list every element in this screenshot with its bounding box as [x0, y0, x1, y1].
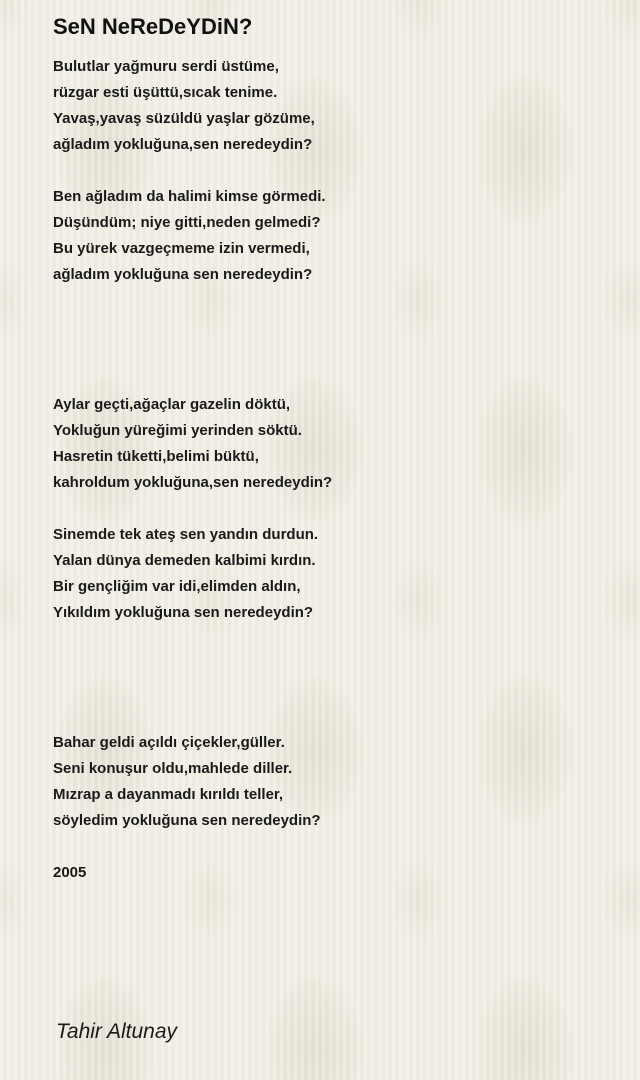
poem-line: Yalan dünya demeden kalbimi kırdın. — [53, 552, 316, 569]
poem-year: 2005 — [53, 864, 87, 881]
section-gap — [53, 626, 613, 730]
poem-line: Mızrap a dayanmadı kırıldı teller, — [53, 786, 284, 803]
stanza-5 — [53, 730, 613, 834]
stanza-gap — [53, 158, 613, 184]
stanza-2 — [53, 184, 613, 288]
poem-line: Düşündüm; niye gitti,neden gelmedi? — [53, 214, 321, 231]
poem-line: Aylar geçti,ağaçlar gazelin döktü, — [53, 396, 291, 413]
poem-line: Yokluğun yüreğimi yerinden söktü. — [53, 422, 302, 439]
poem-line: Seni konuşur oldu,mahlede diller. — [53, 760, 293, 777]
poem-line: söyledim yokluğuna sen neredeydin? — [53, 812, 321, 829]
poem-line: Bir gençliğim var idi,elimden aldın, — [53, 578, 301, 595]
section-gap — [53, 288, 613, 392]
stanza-gap — [53, 496, 613, 522]
poem-line: Yıkıldım yokluğuna sen neredeydin? — [53, 604, 314, 621]
poem-line: Bulutlar yağmuru serdi üstüme, — [53, 58, 279, 75]
stanza-1 — [53, 54, 613, 158]
poem-line: Bu yürek vazgeçmeme izin vermedi, — [53, 240, 310, 257]
poem-line: Hasretin tüketti,belimi büktü, — [53, 448, 259, 465]
poem-line: rüzgar esti üşüttü,sıcak tenime. — [53, 84, 278, 101]
stanza-gap — [53, 834, 613, 860]
stanza-4 — [53, 522, 613, 626]
poem-line: Ben ağladım da halimi kimse görmedi. — [53, 188, 326, 205]
poem-page — [53, 12, 613, 886]
poem-line: Bahar geldi açıldı çiçekler,güller. — [53, 734, 285, 751]
poem-title: SeN NeReDeYDiN? — [53, 14, 253, 39]
poem-line: Sinemde tek ateş sen yandın durdun. — [53, 526, 319, 543]
poem-author: Tahir Altunay — [56, 1020, 178, 1043]
stanza-3 — [53, 392, 613, 496]
poem-line: Yavaş,yavaş süzüldü yaşlar gözüme, — [53, 110, 315, 127]
poem-line: ağladım yokluğuna,sen neredeydin? — [53, 136, 313, 153]
poem-line: kahroldum yokluğuna,sen neredeydin? — [53, 474, 333, 491]
poem-line: ağladım yokluğuna sen neredeydin? — [53, 266, 313, 283]
